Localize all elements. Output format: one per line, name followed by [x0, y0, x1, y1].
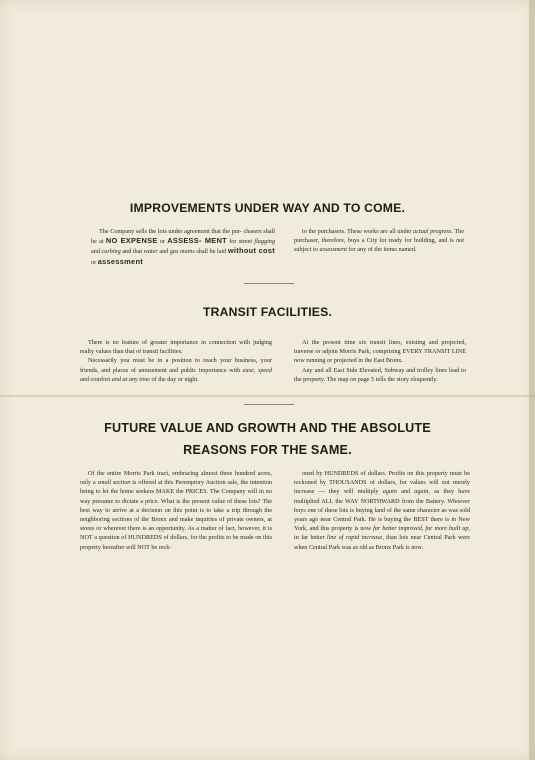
text-run: , than lots near Central Park were when Central Park was as old as Bronx Park is now.	[294, 534, 470, 551]
text-run: to the purchasers. These works are all under	[302, 228, 414, 235]
italic-text: far more built up	[425, 525, 469, 533]
text-run: . The purchaser, therefore, buys a City lot ready for building, and is	[294, 228, 464, 245]
text-run: and	[396, 488, 415, 496]
italic-text: flagging	[254, 238, 275, 246]
italic-text: again	[382, 488, 397, 496]
text-run: and	[91, 248, 102, 256]
text-run: shall be laid	[194, 248, 228, 256]
italic-text: and at any time	[111, 375, 150, 383]
italic-text: speed	[257, 366, 273, 374]
italic-text: assessment	[319, 246, 347, 254]
text-run: or	[157, 238, 168, 246]
improvements-right-column	[294, 227, 464, 255]
italic-text: gas mains	[169, 248, 195, 256]
italic-text: ease	[242, 366, 254, 374]
text-run: Necessarily you must be in a position to reach your business, your friends, and places of amusement and public importance with	[80, 357, 272, 374]
text-run: , in far better	[294, 525, 470, 542]
paragraph	[294, 366, 466, 384]
text-run: and	[157, 248, 170, 256]
paragraph	[80, 469, 272, 552]
text-run: There is no feature of greater importance in connection with judging realty values than that of transit facilities.	[80, 339, 272, 356]
italic-text: line of rapid increase	[326, 534, 383, 542]
paragraph	[294, 227, 464, 255]
text-run: ,	[253, 366, 258, 374]
text-run: ,	[421, 525, 426, 533]
text-run: is offered at this Peremptory Auction sale, the intention being to let the home seekers MAKE the PRICES. The Company will in no way presume to dictate a price. What is the present value of these lots? The best way to arrive at a decision on this point is to take a trip through the neighboring sections of the Bronx and make inquiries of private owners, at stores or wherever there is an opportunity. As a matter of fact, however, it is NOT a question of HUNDREDS of dollars, for the profits to be made on this property hereafter will NOT be reck-	[80, 479, 273, 551]
paragraph	[91, 227, 275, 267]
fold-line	[0, 395, 535, 397]
page-edge	[529, 0, 535, 760]
italic-text: actual progress	[413, 228, 452, 235]
text-run: Any and all East Side Elevated, Subway and trolley lines lead to the property. The map on page 5 tells the story eloquently.	[294, 366, 466, 383]
future-left-column	[80, 469, 272, 552]
bold-text: assessment	[97, 256, 144, 266]
heading-improvements: IMPROVEMENTS UNDER WAY AND TO COME.	[129, 201, 406, 215]
section-divider	[244, 283, 294, 284]
text-run: of the day or night.	[149, 375, 199, 383]
italic-text: not	[456, 237, 464, 245]
transit-left-column	[80, 338, 272, 384]
text-run: subject to	[294, 246, 320, 254]
text-run: oned by HUNDREDS of dollars. Profits on this property must be reckoned by THOUSANDS of dollars, for values will not merely increase — they will multiply	[294, 470, 470, 496]
paragraph	[294, 469, 470, 552]
bold-text: NO EXPENSE	[105, 236, 158, 246]
text-run: and comfort	[80, 375, 112, 383]
italic-text: far better improved	[373, 525, 422, 533]
text-run: and that	[120, 248, 144, 256]
paragraph	[80, 356, 272, 384]
italic-text: curbing	[101, 248, 121, 256]
italic-text: small section	[97, 479, 131, 487]
italic-text: again	[414, 488, 429, 496]
text-run: At the present time six transit lines, existing and projected, traverse or adjoin Morris Park, comprising EVERY TRANSIT LINE now running or projected in the East Bronx.	[294, 339, 466, 365]
future-right-column	[294, 469, 470, 552]
improvements-left-column	[91, 227, 275, 267]
heading-transit: TRANSIT FACILITIES.	[202, 305, 333, 319]
section-divider	[244, 404, 294, 405]
transit-right-column	[294, 338, 466, 384]
text-run: The Company sells the lots under agreement that the pur- chasers shall be at	[91, 228, 275, 246]
heading-reasons: REASONS FOR THE SAME.	[183, 443, 352, 457]
text-run: , as they have multiplied ALL the WAY NORTHWARD from the Battery. Whoever buys one of these lots is buying land of the same character as was sold years ago near Central Park. He is buying the BEST there is in New York, and this property is now	[294, 488, 470, 533]
bold-text: without cost	[227, 246, 275, 256]
text-run: for any of the items named.	[346, 246, 417, 254]
text-run: Of the entire Morris Park tract, embracing almost three hundred acres, only a	[80, 470, 272, 487]
text-run: or	[91, 258, 98, 266]
paragraph	[294, 338, 466, 366]
italic-text: water	[143, 248, 158, 256]
bold-text: ASSESS- MENT	[167, 236, 227, 246]
heading-future-value: FUTURE VALUE AND GROWTH AND THE ABSOLUTE	[104, 421, 431, 435]
text-run: for street	[226, 238, 255, 246]
paragraph	[80, 338, 272, 356]
